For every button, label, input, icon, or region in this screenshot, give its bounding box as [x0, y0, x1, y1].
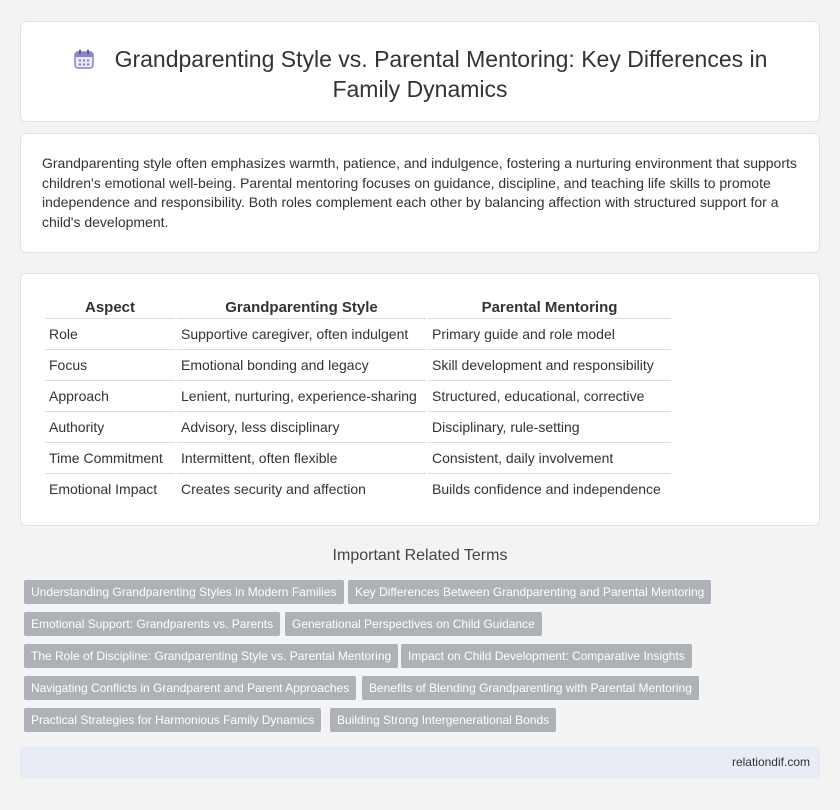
cell-aspect: Approach — [45, 380, 175, 411]
cell-grandparenting: Intermittent, often flexible — [177, 442, 426, 473]
table-row — [45, 473, 671, 504]
cell-grandparenting: Supportive caregiver, often indulgent — [177, 318, 426, 349]
table-row — [45, 349, 671, 380]
table-row — [45, 318, 671, 349]
related-term-tag[interactable]: Benefits of Blending Grandparenting with Parental Mentoring — [362, 676, 699, 700]
related-term-tag[interactable]: The Role of Discipline: Grandparenting Style vs. Parental Mentoring — [24, 644, 398, 668]
cell-parental: Structured, educational, corrective — [428, 380, 671, 411]
related-term-tag[interactable]: Building Strong Intergenerational Bonds — [330, 708, 556, 732]
cell-parental: Disciplinary, rule-setting — [428, 411, 671, 442]
related-term-tag[interactable]: Practical Strategies for Harmonious Family Dynamics — [24, 708, 321, 732]
footer — [20, 746, 820, 779]
cell-parental: Skill development and responsibility — [428, 349, 671, 380]
cell-grandparenting: Lenient, nurturing, experience-sharing — [177, 380, 426, 411]
header-grandparenting: Grandparenting Style — [225, 298, 378, 316]
page-title-wrap — [21, 44, 819, 104]
header-parental: Parental Mentoring — [481, 298, 618, 316]
cell-aspect: Emotional Impact — [45, 473, 175, 504]
cell-parental: Primary guide and role model — [428, 318, 671, 349]
header-aspect: Aspect — [84, 298, 136, 316]
table-row — [45, 411, 671, 442]
calendar-icon — [73, 48, 95, 70]
related-term-tag[interactable]: Navigating Conflicts in Grandparent and Parent Approaches — [24, 676, 356, 700]
cell-grandparenting: Creates security and affection — [177, 473, 426, 504]
related-terms-title: Important Related Terms — [332, 547, 508, 564]
table-row — [45, 442, 671, 473]
page-title: Grandparenting Style vs. Parental Mentoring: Key Differences in Family Dynamics — [114, 46, 768, 102]
comparison-table — [43, 296, 673, 504]
cell-parental: Builds confidence and independence — [428, 473, 671, 504]
intro-card — [20, 133, 820, 253]
footer-site-link[interactable]: relationdif.com — [731, 755, 810, 769]
cell-aspect: Focus — [45, 349, 175, 380]
cell-parental: Consistent, daily involvement — [428, 442, 671, 473]
table-header-row — [45, 296, 671, 318]
related-term-tag[interactable]: Impact on Child Development: Comparative Insights — [401, 644, 692, 668]
header-card — [20, 21, 820, 122]
related-term-tag[interactable]: Generational Perspectives on Child Guidance — [285, 612, 542, 636]
comparison-table-card — [20, 273, 820, 526]
cell-aspect: Authority — [45, 411, 175, 442]
cell-grandparenting: Advisory, less disciplinary — [177, 411, 426, 442]
cell-aspect: Time Commitment — [45, 442, 175, 473]
related-term-tag[interactable]: Key Differences Between Grandparenting and Parental Mentoring — [348, 580, 711, 604]
cell-grandparenting: Emotional bonding and legacy — [177, 349, 426, 380]
cell-aspect: Role — [45, 318, 175, 349]
table-row — [45, 380, 671, 411]
intro-text: Grandparenting style often emphasizes warmth, patience, and indulgence, fostering a nurturing environment that supports children's emotional well-being. Parental mentoring focuses on guidance, discipline, and teaching life skills to promote independence and responsibility. Both roles complement each other by balancing affection with structured support for a child's development. — [42, 155, 797, 230]
related-term-tag[interactable]: Emotional Support: Grandparents vs. Parents — [24, 612, 280, 636]
related-term-tag[interactable]: Understanding Grandparenting Styles in Modern Families — [24, 580, 344, 604]
